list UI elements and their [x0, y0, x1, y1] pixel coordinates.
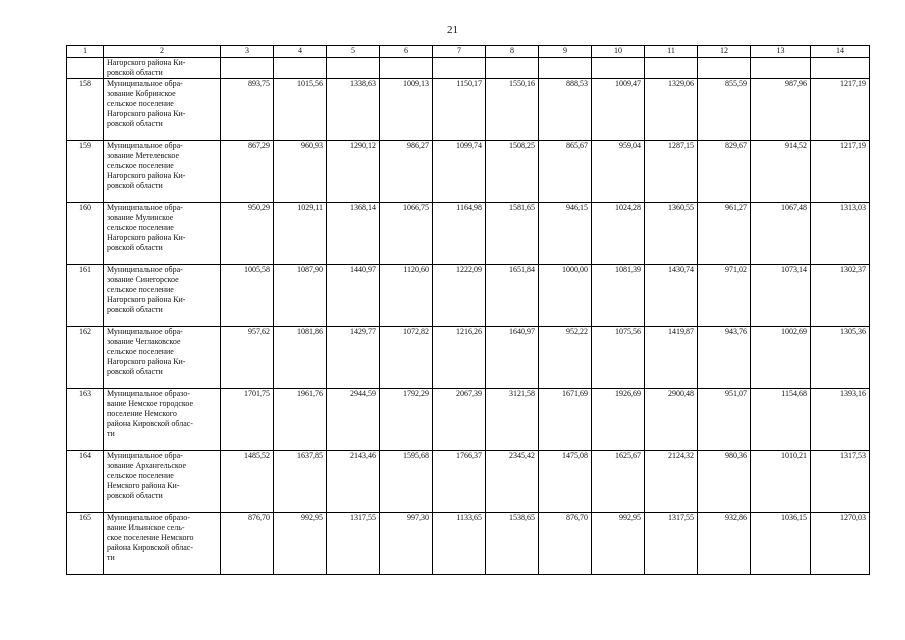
- value-cell: 876,70: [221, 513, 274, 575]
- value-cell: 1926,69: [592, 389, 645, 451]
- value-cell: 946,15: [539, 203, 592, 265]
- value-cell: 2124,32: [645, 451, 698, 513]
- column-header: 4: [274, 46, 327, 58]
- row-number: 164: [67, 451, 104, 513]
- value-cell: [592, 58, 645, 79]
- value-cell: 1024,28: [592, 203, 645, 265]
- value-cell: 1329,06: [645, 79, 698, 141]
- value-cell: 1081,39: [592, 265, 645, 327]
- municipality-name: Нагорского района Ки- ровской области: [104, 58, 221, 79]
- value-cell: 2900,48: [645, 389, 698, 451]
- value-cell: 876,70: [539, 513, 592, 575]
- value-cell: 1066,75: [380, 203, 433, 265]
- column-header-row: [67, 46, 870, 58]
- value-cell: 1305,36: [811, 327, 870, 389]
- column-header: 1: [67, 46, 104, 58]
- value-cell: [811, 58, 870, 79]
- value-cell: 1640,97: [486, 327, 539, 389]
- row-number: 162: [67, 327, 104, 389]
- value-cell: [433, 58, 486, 79]
- column-header: 11: [645, 46, 698, 58]
- column-header: 8: [486, 46, 539, 58]
- value-cell: 932,86: [698, 513, 751, 575]
- value-cell: 1625,67: [592, 451, 645, 513]
- value-cell: 1087,90: [274, 265, 327, 327]
- value-cell: 1072,82: [380, 327, 433, 389]
- value-cell: 1302,37: [811, 265, 870, 327]
- municipality-name: Муниципальное обра- зование Чеглаковское сельское поселение Нагорского района Ки- ровской области: [104, 327, 221, 389]
- value-cell: 829,67: [698, 141, 751, 203]
- value-cell: 1075,56: [592, 327, 645, 389]
- page-number: 21: [447, 24, 458, 36]
- table-row: [67, 389, 870, 451]
- value-cell: 1792,29: [380, 389, 433, 451]
- value-cell: 1099,74: [433, 141, 486, 203]
- table-row: [67, 141, 870, 203]
- value-cell: 987,96: [751, 79, 811, 141]
- column-header: 9: [539, 46, 592, 58]
- value-cell: 960,93: [274, 141, 327, 203]
- value-cell: 951,07: [698, 389, 751, 451]
- column-header: 5: [327, 46, 380, 58]
- municipality-name: Муниципальное обра- зование Архангельское сельское поселение Немского района Ки- ровской области: [104, 451, 221, 513]
- municipality-name: Муниципальное обра- зование Кобринское сельское поселение Нагорского района Ки- ровской области: [104, 79, 221, 141]
- row-number: 163: [67, 389, 104, 451]
- value-cell: 865,67: [539, 141, 592, 203]
- value-cell: 992,95: [592, 513, 645, 575]
- table-row: [67, 451, 870, 513]
- row-number: 161: [67, 265, 104, 327]
- row-number: 160: [67, 203, 104, 265]
- value-cell: 1637,85: [274, 451, 327, 513]
- value-cell: 957,62: [221, 327, 274, 389]
- value-cell: 2345,42: [486, 451, 539, 513]
- value-cell: [539, 58, 592, 79]
- value-cell: 997,30: [380, 513, 433, 575]
- column-header: 10: [592, 46, 645, 58]
- value-cell: [327, 58, 380, 79]
- value-cell: 1440,97: [327, 265, 380, 327]
- value-cell: 1429,77: [327, 327, 380, 389]
- value-cell: 1217,19: [811, 141, 870, 203]
- value-cell: 1154,68: [751, 389, 811, 451]
- value-cell: 1317,53: [811, 451, 870, 513]
- value-cell: 992,95: [274, 513, 327, 575]
- value-cell: 1029,11: [274, 203, 327, 265]
- value-cell: 1222,09: [433, 265, 486, 327]
- value-cell: 1010,21: [751, 451, 811, 513]
- value-cell: 980,36: [698, 451, 751, 513]
- value-cell: 1595,68: [380, 451, 433, 513]
- value-cell: [221, 58, 274, 79]
- value-cell: 1550,16: [486, 79, 539, 141]
- value-cell: 1475,08: [539, 451, 592, 513]
- value-cell: 959,04: [592, 141, 645, 203]
- column-header: 12: [698, 46, 751, 58]
- value-cell: 1150,17: [433, 79, 486, 141]
- value-cell: 1120,60: [380, 265, 433, 327]
- value-cell: 1015,56: [274, 79, 327, 141]
- municipality-name: Муниципальное обра- зование Синегорское сельское поселение Нагорского района Ки- ровской области: [104, 265, 221, 327]
- value-cell: 1581,65: [486, 203, 539, 265]
- value-cell: 1009,47: [592, 79, 645, 141]
- column-header: 7: [433, 46, 486, 58]
- table-row: [67, 203, 870, 265]
- value-cell: 1164,98: [433, 203, 486, 265]
- value-cell: 1338,63: [327, 79, 380, 141]
- table-row: [67, 58, 870, 79]
- value-cell: 2944,59: [327, 389, 380, 451]
- column-header: 14: [811, 46, 870, 58]
- value-cell: 855,59: [698, 79, 751, 141]
- row-number: 165: [67, 513, 104, 575]
- value-cell: 1009,13: [380, 79, 433, 141]
- municipality-name: Муниципальное обра- зование Мулинское сельское поселение Нагорского района Ки- ровской области: [104, 203, 221, 265]
- column-header: 2: [104, 46, 221, 58]
- value-cell: 1317,55: [327, 513, 380, 575]
- value-cell: 961,27: [698, 203, 751, 265]
- value-cell: 1270,03: [811, 513, 870, 575]
- value-cell: 2143,46: [327, 451, 380, 513]
- value-cell: 952,22: [539, 327, 592, 389]
- value-cell: 1217,19: [811, 79, 870, 141]
- value-cell: 1067,48: [751, 203, 811, 265]
- value-cell: [486, 58, 539, 79]
- value-cell: 914,52: [751, 141, 811, 203]
- value-cell: 1651,84: [486, 265, 539, 327]
- value-cell: [698, 58, 751, 79]
- column-header: 3: [221, 46, 274, 58]
- value-cell: 1287,15: [645, 141, 698, 203]
- value-cell: 971,02: [698, 265, 751, 327]
- row-number: 158: [67, 79, 104, 141]
- value-cell: 950,29: [221, 203, 274, 265]
- value-cell: 1313,03: [811, 203, 870, 265]
- column-header: 13: [751, 46, 811, 58]
- value-cell: 893,75: [221, 79, 274, 141]
- municipality-name: Муниципальное образо- вание Немское городское поселение Немского района Кировской облас- ти: [104, 389, 221, 451]
- table-row: [67, 265, 870, 327]
- value-cell: 1701,75: [221, 389, 274, 451]
- value-cell: 1419,87: [645, 327, 698, 389]
- value-cell: 1671,69: [539, 389, 592, 451]
- value-cell: 1368,14: [327, 203, 380, 265]
- value-cell: 1360,55: [645, 203, 698, 265]
- row-number: 159: [67, 141, 104, 203]
- value-cell: 1133,65: [433, 513, 486, 575]
- value-cell: 1036,15: [751, 513, 811, 575]
- value-cell: [274, 58, 327, 79]
- table-row: [67, 513, 870, 575]
- column-header: 6: [380, 46, 433, 58]
- value-cell: 1290,12: [327, 141, 380, 203]
- value-cell: 2067,39: [433, 389, 486, 451]
- value-cell: 986,27: [380, 141, 433, 203]
- municipality-name: Муниципальное образо- вание Ильинское сель- ское поселение Немского района Кировской облас- ти: [104, 513, 221, 575]
- value-cell: 1430,74: [645, 265, 698, 327]
- value-cell: 1000,00: [539, 265, 592, 327]
- table-row: [67, 327, 870, 389]
- municipality-name: Муниципальное обра- зование Метелевское сельское поселение Нагорского района Ки- ровской области: [104, 141, 221, 203]
- value-cell: 943,76: [698, 327, 751, 389]
- value-cell: 3121,58: [486, 389, 539, 451]
- value-cell: 1485,52: [221, 451, 274, 513]
- tariff-table: [66, 45, 870, 575]
- value-cell: [380, 58, 433, 79]
- value-cell: 1081,86: [274, 327, 327, 389]
- value-cell: 1538,65: [486, 513, 539, 575]
- value-cell: 1216,26: [433, 327, 486, 389]
- value-cell: [751, 58, 811, 79]
- value-cell: 888,53: [539, 79, 592, 141]
- value-cell: 1508,25: [486, 141, 539, 203]
- value-cell: 1766,37: [433, 451, 486, 513]
- value-cell: 1002,69: [751, 327, 811, 389]
- value-cell: [645, 58, 698, 79]
- value-cell: 1073,14: [751, 265, 811, 327]
- value-cell: 1393,16: [811, 389, 870, 451]
- table-row: [67, 79, 870, 141]
- value-cell: 867,29: [221, 141, 274, 203]
- row-number: [67, 58, 104, 79]
- value-cell: 1961,76: [274, 389, 327, 451]
- value-cell: 1317,55: [645, 513, 698, 575]
- value-cell: 1005,58: [221, 265, 274, 327]
